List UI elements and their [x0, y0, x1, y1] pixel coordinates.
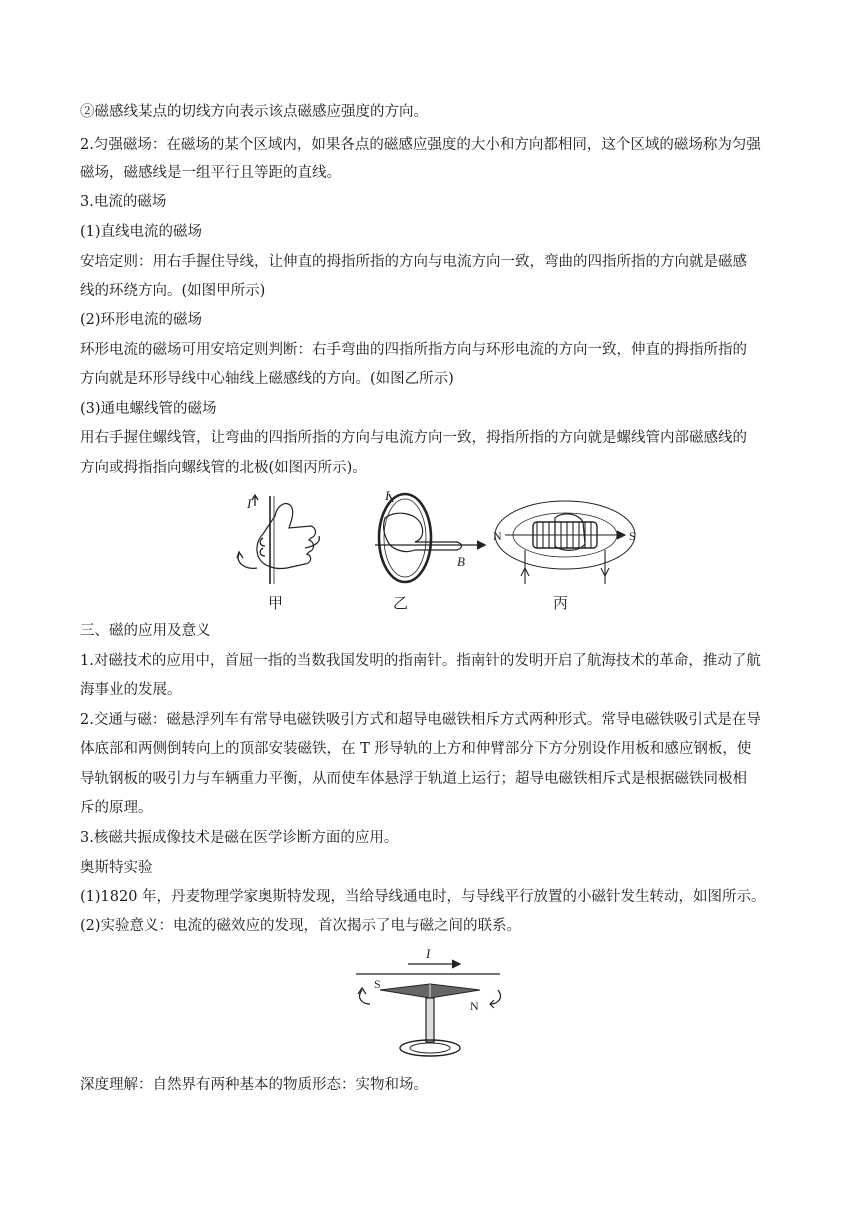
text-line: 1.对磁技术的应用中，首屈一指的当数我国发明的指南针。指南针的发明开启了航海技术的革命，推动了航	[80, 653, 761, 669]
text-line: 方向或拇指指向螺线管的北极(如图丙所示)。	[80, 460, 367, 476]
text-line: 导轨钢板的吸引力与车辆重力平衡，从而使车体悬浮于轨道上运行；超导电磁铁相斥式是根据磁铁同极相	[80, 771, 747, 787]
subsection-heading: (2)环形电流的磁场	[80, 312, 203, 328]
text-line: 环形电流的磁场可用安培定则判断：右手弯曲的四指所指方向与环形电流的方向一致，伸直的拇指所指的	[80, 342, 747, 358]
text-line: 方向就是环形导线中心轴线上磁感线的方向。(如图乙所示)	[80, 371, 454, 387]
text-line: 斥的原理。	[80, 800, 153, 816]
text-line: 体底部和两侧倒转向上的顶部安装磁铁，在 T 形导轨的上方和伸臂部分下方分别设作用板和感应钢板，使	[80, 741, 752, 757]
north-pole-label: N	[470, 999, 479, 1013]
text-line: 海事业的发展。	[80, 682, 182, 698]
subsection-heading: 奥斯特实验	[80, 860, 153, 876]
text-line: 安培定则：用右手握住导线，让伸直的拇指所指的方向与电流方向一致，弯曲的四指所指的方向就是磁感	[80, 254, 747, 270]
text-line: 用右手握住螺线管，让弯曲的四指所指的方向与电流方向一致，拇指所指的方向就是螺线管内部磁感线的	[80, 430, 747, 446]
text-line: (1)1820 年，丹麦物理学家奥斯特发现，当给导线通电时，与导线平行放置的小磁针发生转动，如图所示。	[80, 889, 766, 905]
field-symbol: B	[457, 554, 465, 569]
section-heading: 3.电流的磁场	[80, 194, 167, 210]
figure-label-yi: 乙	[393, 594, 409, 612]
text-line: 2.匀强磁场：在磁场的某个区域内，如果各点的磁感应强度的大小和方向都相同，这个区域的磁场称为匀强	[80, 137, 761, 153]
text-line: 3.核磁共振成像技术是磁在医学诊断方面的应用。	[80, 830, 399, 846]
circular-current-diagram	[375, 494, 485, 582]
ampere-rule-figure	[225, 488, 645, 588]
text-line: 磁场，磁感线是一组平行且等距的直线。	[80, 165, 341, 181]
subsection-heading: (1)直线电流的磁场	[80, 224, 203, 240]
south-pole-label: S	[374, 977, 381, 991]
text-line: 深度理解：自然界有两种基本的物质形态：实物和场。	[80, 1077, 428, 1093]
section-heading: 三、磁的应用及意义	[80, 623, 211, 639]
current-symbol: I	[385, 488, 390, 503]
solenoid-diagram	[495, 501, 635, 584]
figure-label-bing: 丙	[553, 594, 569, 612]
south-pole-label: S	[629, 529, 636, 543]
text-line: (2)实验意义：电流的磁效应的发现，首次揭示了电与磁之间的联系。	[80, 918, 522, 934]
north-pole-label: N	[493, 529, 502, 543]
current-symbol: I	[247, 496, 252, 511]
text-line: 2.交通与磁：磁悬浮列车有常导电磁铁吸引方式和超导电磁铁相斥方式两种形式。常导电磁铁吸引式是在导	[80, 712, 761, 728]
current-symbol: I	[426, 946, 431, 961]
oersted-experiment-figure	[340, 942, 510, 1068]
text-line: ②磁感线某点的切线方向表示该点磁感应强度的方向。	[80, 104, 428, 120]
text-line: 线的环绕方向。(如图甲所示)	[80, 283, 266, 299]
subsection-heading: (3)通电螺线管的磁场	[80, 401, 217, 417]
figure-label-jia: 甲	[268, 594, 284, 612]
